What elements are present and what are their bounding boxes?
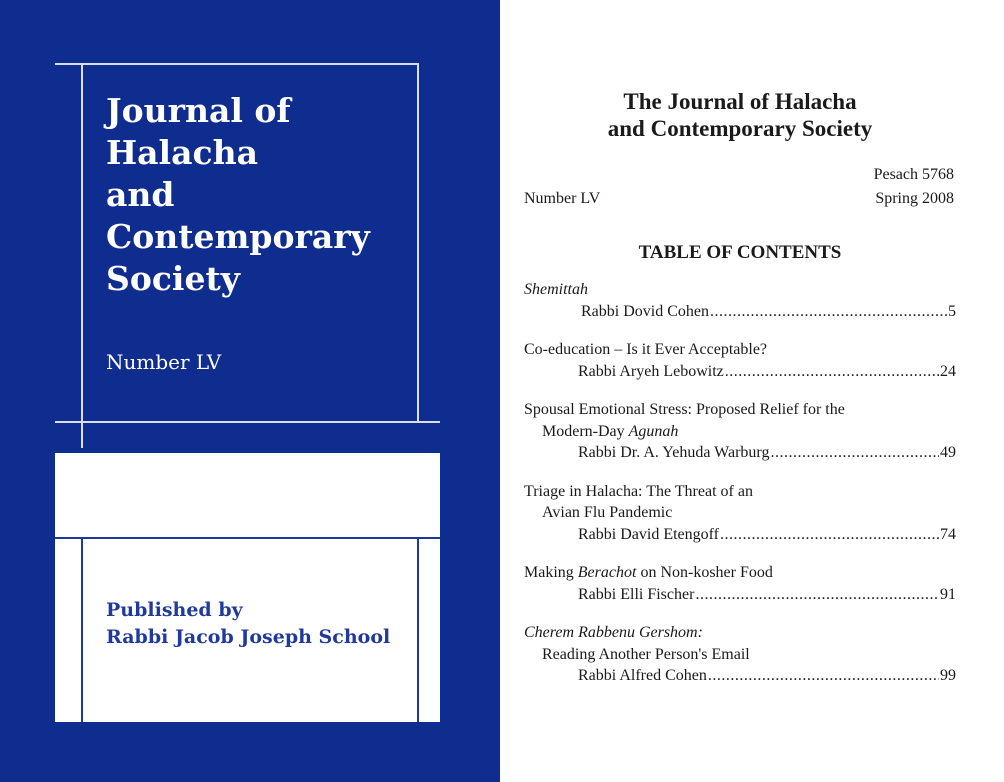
toc-entry-author-line (524, 524, 956, 546)
toc-entry-title-continued: Reading Another Person's Email (542, 645, 750, 663)
toc-entry-author: Rabbi Elli Fischer (578, 585, 695, 603)
toc-entry-author: Rabbi Aryeh Lebowitz (578, 362, 724, 380)
title-text: Modern-Day (542, 422, 629, 440)
cover-publisher-panel (55, 453, 440, 722)
toc-entry (524, 562, 956, 605)
cover-frame-line (81, 537, 83, 722)
journal-cover (0, 0, 500, 782)
title-text: Making (524, 564, 578, 581)
issue-holiday: Pesach 5768 (873, 166, 954, 183)
toc-entry-author: Rabbi David Etengoff (578, 525, 720, 543)
cover-publisher (106, 597, 436, 651)
cover-title-line: Contemporary (106, 217, 370, 256)
toc-entry (524, 399, 956, 464)
page-title-line: and Contemporary Society (607, 116, 873, 141)
cover-frame-line (55, 537, 440, 539)
toc-entry-page: 5 (948, 302, 956, 320)
title-italic-term: Berachot (577, 564, 637, 581)
toc-entry-title-continued (524, 421, 956, 443)
contents-page (500, 0, 1004, 782)
page-title-line: The Journal of Halacha (623, 89, 857, 114)
toc-entry-title: Cherem Rabbenu Gershom: (524, 624, 703, 641)
leader-dots (695, 584, 939, 606)
toc-entry-title: Shemittah (524, 281, 588, 298)
leader-dots (770, 442, 939, 464)
issue-season: Spring 2008 (875, 190, 954, 207)
issue-number: Number LV (524, 190, 601, 207)
toc-entry (524, 481, 956, 546)
toc-entry-title: Co-education – Is it Ever Acceptable? (524, 341, 768, 358)
toc-entry (524, 339, 956, 382)
title-text: on Non-kosher Food (636, 564, 773, 581)
toc-entry-author-line (524, 301, 956, 323)
publisher-line: Published by (106, 599, 243, 621)
toc-entry-page: 24 (940, 362, 956, 380)
page-title (500, 88, 980, 142)
toc-entry-page: 99 (940, 667, 956, 684)
leader-dots (708, 665, 939, 687)
toc-entry (524, 622, 956, 687)
cover-title-line: Journal of (106, 91, 291, 130)
leader-dots (710, 301, 947, 323)
cover-issue-number: Number LV (106, 350, 222, 374)
publisher-line: Rabbi Jacob Joseph School (106, 626, 391, 648)
toc-entry-author: Rabbi Dr. A. Yehuda Warburg (578, 444, 770, 461)
toc-entry-author: Rabbi Alfred Cohen (578, 667, 707, 684)
toc-entry-title (524, 562, 956, 584)
cover-title-line: Halacha (106, 133, 258, 172)
toc-entry-page: 74 (940, 525, 956, 543)
leader-dots (720, 524, 939, 546)
title-italic-term: Agunah (628, 422, 679, 440)
toc-entry (524, 279, 956, 322)
toc-entry-author-line (524, 665, 956, 687)
cover-frame-line (417, 63, 419, 421)
cover-frame-line (55, 63, 418, 65)
toc-entry-title-continued: Avian Flu Pandemic (542, 504, 673, 521)
table-of-contents (524, 279, 956, 704)
toc-entry-author: Rabbi Dovid Cohen (581, 302, 709, 320)
cover-title-line: and (106, 175, 175, 214)
cover-frame-line (55, 421, 440, 423)
toc-entry-author-line (524, 361, 956, 383)
cover-frame-line (81, 63, 83, 448)
cover-title-line: Society (106, 259, 240, 298)
toc-entry-title: Triage in Halacha: The Threat of an (524, 482, 753, 500)
toc-heading: TABLE OF CONTENTS (638, 242, 842, 263)
toc-entry-page: 49 (940, 444, 956, 461)
cover-title (106, 90, 406, 300)
toc-entry-page: 91 (940, 585, 956, 603)
leader-dots (725, 361, 939, 383)
toc-entry-author-line (524, 584, 956, 606)
toc-entry-author-line (524, 442, 956, 464)
toc-entry-title: Spousal Emotional Stress: Proposed Relief for the (524, 401, 845, 418)
